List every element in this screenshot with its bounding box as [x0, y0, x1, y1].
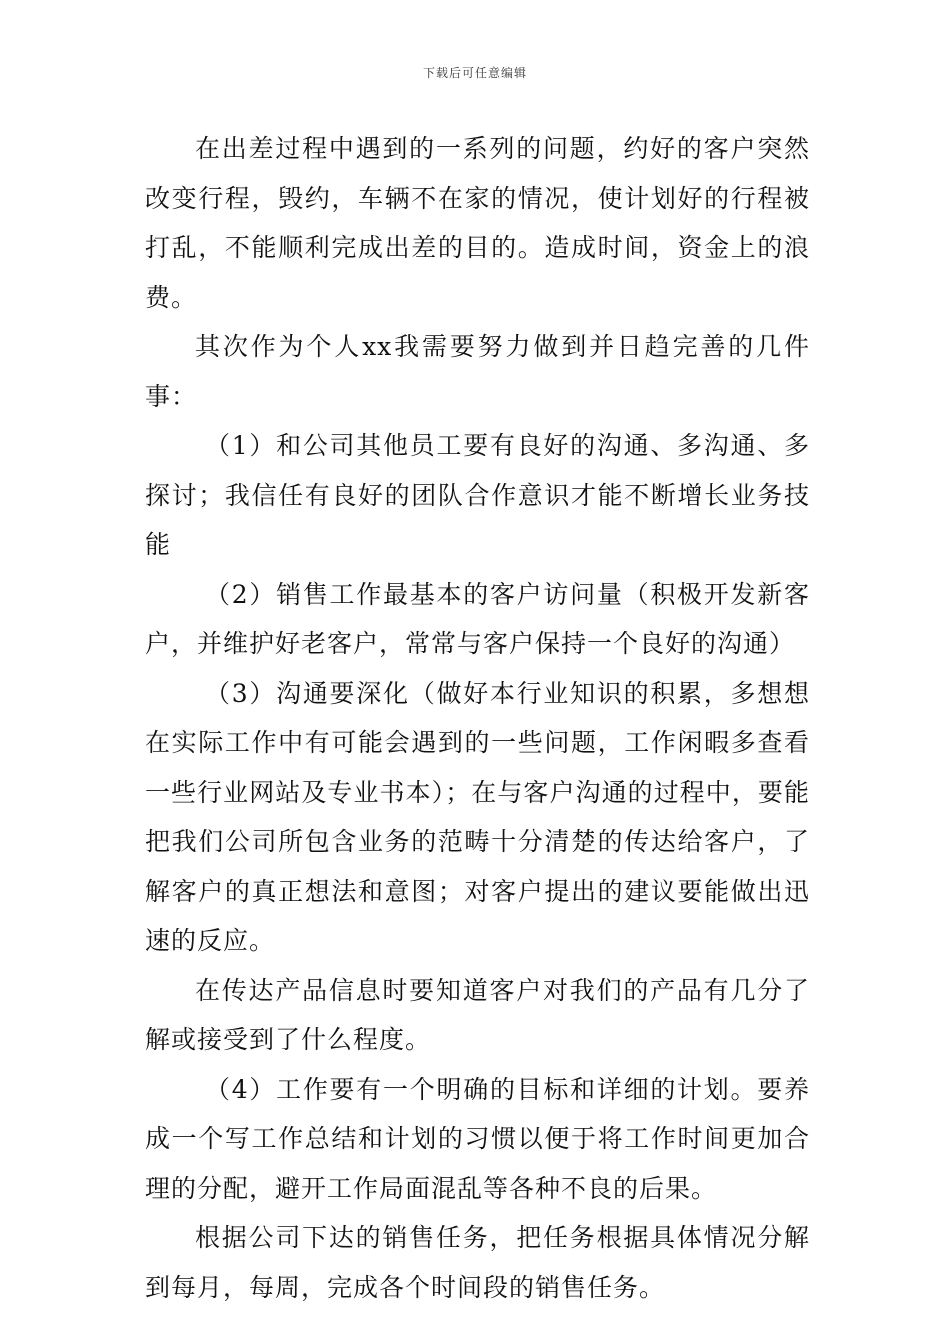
paragraph-product-info: 在传达产品信息时要知道客户对我们的产品有几分了解或接受到了什么程度。 [145, 975, 810, 1054]
page-header: 下载后可任意编辑 [422, 66, 527, 80]
paragraph-item-3: （3）沟通要深化（做好本行业知识的积累，多想想在实际工作中有可能会遇到的一些问题，工作闲暇多查看一些行业网站及专业书本）；在与客户沟通的过程中，要能把我们公司所包含业务的范畴十分清楚的传达给客户，了解客户的真正想法和意图；对客户提出的建议要能做出迅速的反应。 [145, 678, 810, 955]
paragraph-item-4: （4）工作要有一个明确的目标和详细的计划。要养成一个写工作总结和计划的习惯以便于将工作时间更加合理的分配，避开工作局面混乱等各种不良的后果。 [145, 1074, 810, 1203]
paragraph-item-2: （2）销售工作最基本的客户访问量（积极开发新客户，并维护好老客户，常常与客户保持一个良好的沟通） [145, 579, 810, 658]
paragraph-sales-tasks: 根据公司下达的销售任务，把任务根据具体情况分解到每月，每周，完成各个时间段的销售任务。 [145, 1223, 810, 1302]
paragraph-travel-issues: 在出差过程中遇到的一系列的问题，约好的客户突然改变行程，毁约，车辆不在家的情况，使计划好的行程被打乱，不能顺利完成出差的目的。造成时间，资金上的浪费。 [145, 134, 810, 312]
paragraph-item-1: （1）和公司其他员工要有良好的沟通、多沟通、多探讨；我信任有良好的团队合作意识才能不断增长业务技能 [145, 431, 810, 559]
paragraph-personal-goals-intro: 其次作为个人xx我需要努力做到并日趋完善的几件事： [145, 332, 810, 411]
document-body [145, 124, 810, 1312]
